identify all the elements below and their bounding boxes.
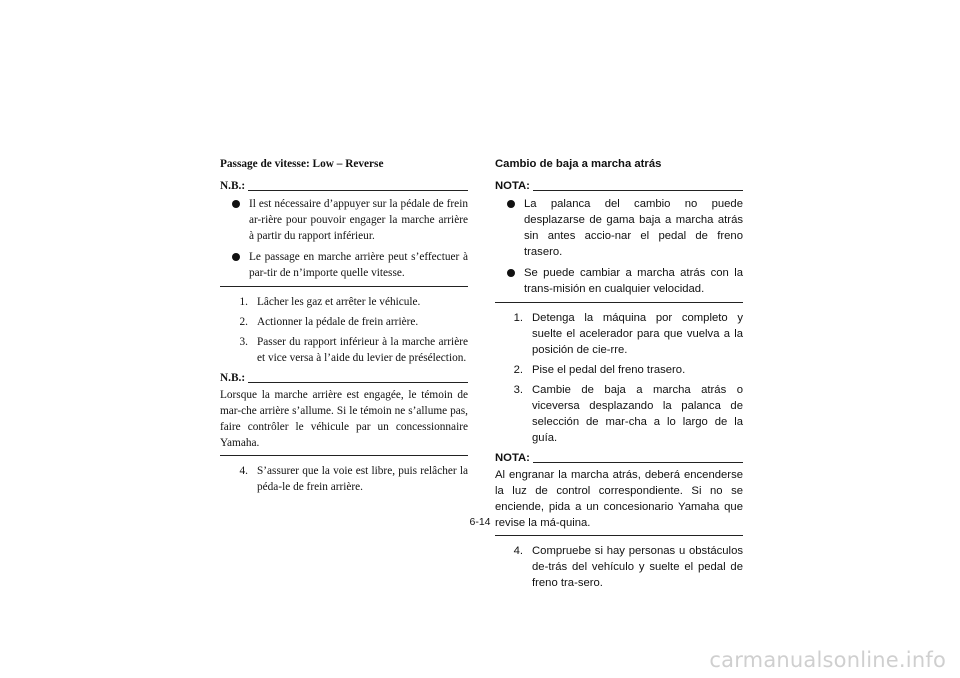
step-item	[220, 314, 468, 330]
note-rule	[248, 190, 468, 191]
note-rule	[533, 462, 743, 463]
step-text: Actionner la pédale de frein arrière.	[257, 316, 419, 328]
bullet-icon	[507, 200, 515, 208]
step-item	[220, 463, 468, 495]
step-text: Passer du rapport inférieur à la marche arrière et vice versa à l’aide du levier de présélection.	[257, 336, 468, 364]
french-column	[220, 156, 468, 499]
bullet-icon	[507, 269, 515, 277]
step-number: 2.	[513, 364, 523, 376]
note-header	[220, 370, 468, 386]
note-end-rule	[220, 455, 468, 456]
note-header	[495, 450, 743, 466]
section-title: Cambio de baja a marcha atrás	[495, 158, 662, 170]
step-number: 1.	[513, 312, 523, 324]
step-number: 4.	[239, 465, 248, 477]
note-end-rule	[495, 535, 743, 536]
step-number: 1.	[239, 296, 248, 308]
step-text: Pise el pedal del freno trasero.	[532, 364, 686, 376]
step-item	[220, 294, 468, 310]
step-number: 4.	[513, 545, 523, 557]
note-end-rule	[495, 302, 743, 303]
bullet-icon	[232, 200, 240, 208]
step-number: 2.	[239, 316, 248, 328]
note-label: NOTA:	[495, 452, 530, 464]
note-rule	[533, 190, 743, 191]
bullet-text: Il est nécessaire d’appuyer sur la pédale de frein ar-rière pour pouvoir engager la marche arrière à partir du rapport inférieur.	[249, 198, 468, 242]
note-label: N.B.:	[220, 372, 246, 384]
section-title: Passage de vitesse: Low – Reverse	[220, 158, 384, 170]
bullet-text: Se puede cambiar a marcha atrás con la trans-misión en cualquier velocidad.	[524, 267, 743, 295]
spanish-column	[495, 156, 743, 595]
note-header	[495, 178, 743, 194]
page-number: 6-14	[469, 516, 491, 528]
watermark: carmanualsonline.info	[709, 648, 946, 672]
note-bullet	[505, 196, 743, 260]
note-text: Al engranar la marcha atrás, deberá encenderse la luz de control correspondiente. Si no se enciende, pida a un concesionario Yamaha que revise la má-quina.	[495, 469, 743, 529]
step-text: Lâcher les gaz et arrêter le véhicule.	[257, 296, 421, 308]
step-item	[495, 362, 743, 378]
step-item	[495, 310, 743, 358]
note-bullet	[505, 265, 743, 297]
step-text: S’assurer que la voie est libre, puis relâcher la péda-le de frein arrière.	[257, 465, 468, 493]
step-number: 3.	[513, 384, 523, 396]
step-text: Cambie de baja a marcha atrás o viceversa desplazando la palanca de selección de mar-cha a lo largo de la guía.	[532, 384, 743, 444]
bullet-text: La palanca del cambio no puede desplazarse de gama baja a marcha atrás sin antes accio-nar el pedal de freno trasero.	[524, 198, 743, 258]
step-item	[495, 543, 743, 591]
note-label: NOTA:	[495, 180, 530, 192]
step-item	[220, 334, 468, 366]
note-bullet	[230, 249, 468, 281]
step-item	[495, 382, 743, 446]
bullet-icon	[232, 253, 240, 261]
note-header	[220, 178, 468, 194]
note-rule	[248, 382, 468, 383]
bullet-text: Le passage en marche arrière peut s’effectuer à par-tir de n’importe quelle vitesse.	[249, 251, 468, 279]
step-text: Detenga la máquina por completo y suelte el acelerador para que vuelva a la posición de cie-rre.	[532, 312, 743, 356]
note-end-rule	[220, 286, 468, 287]
note-label: N.B.:	[220, 180, 246, 192]
note-bullet	[230, 196, 468, 244]
step-number: 3.	[239, 336, 248, 348]
note-text: Lorsque la marche arrière est engagée, le témoin de mar-che arrière s’allume. Si le témoin ne s’allume pas, faire contrôler le véhicule par un concessionnaire Yamaha.	[220, 389, 468, 449]
step-text: Compruebe si hay personas u obstáculos de-trás del vehículo y suelte el pedal de freno tra-sero.	[532, 545, 743, 589]
